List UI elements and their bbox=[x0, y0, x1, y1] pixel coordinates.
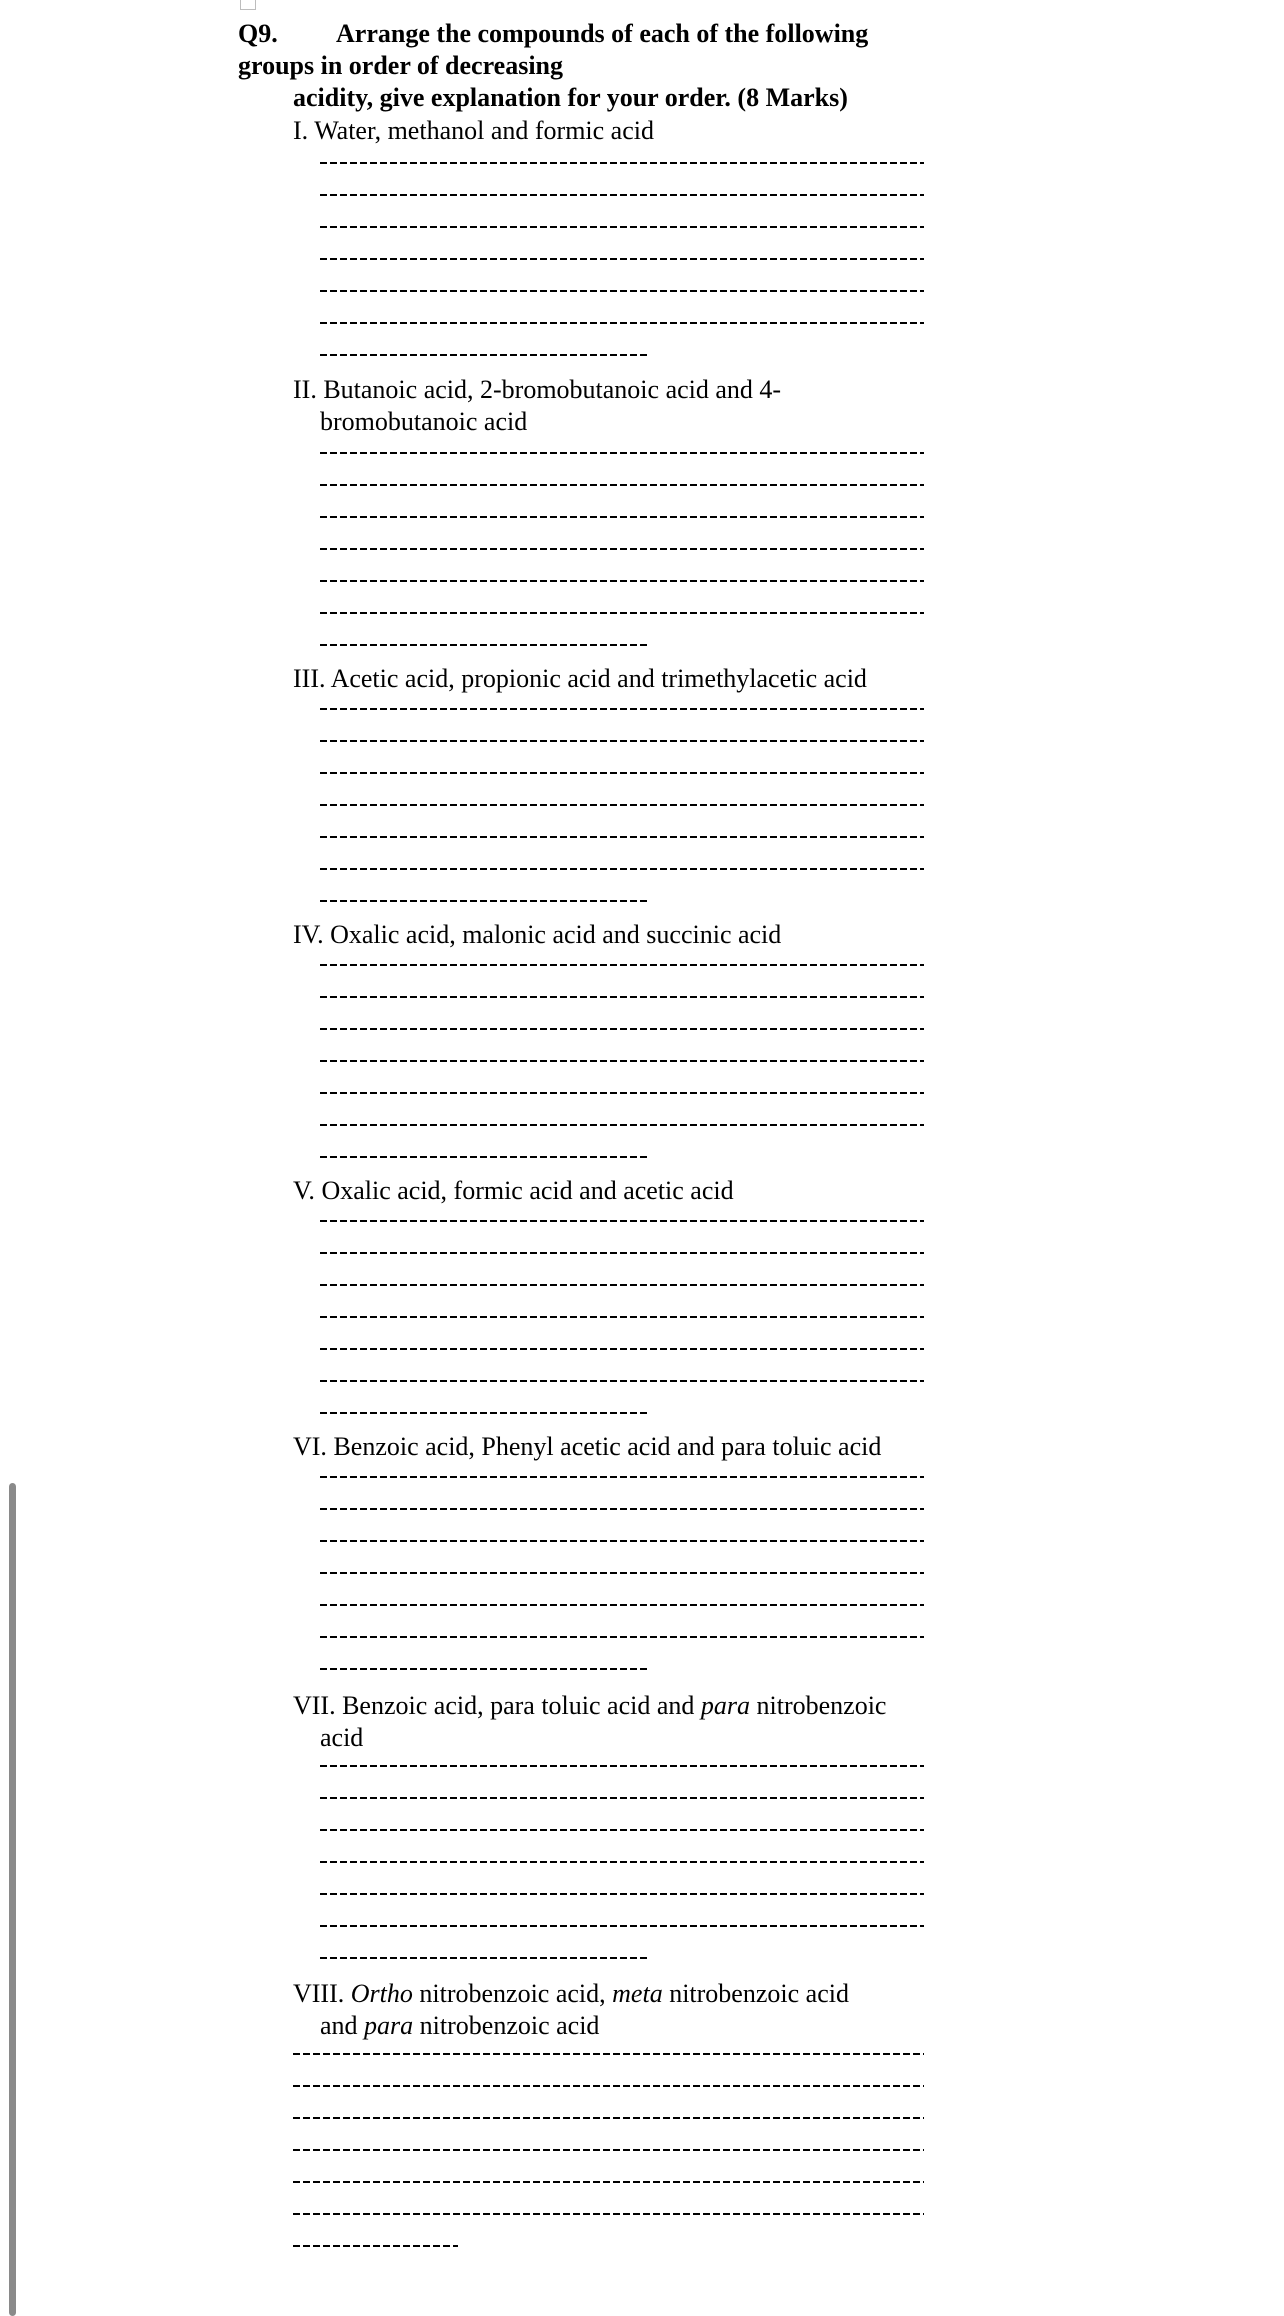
text-segment: Acetic acid, propionic acid and trimethylacetic acid bbox=[330, 664, 867, 693]
text-segment: bromobutanoic acid bbox=[320, 407, 528, 436]
answer-line[interactable] bbox=[320, 1893, 924, 1895]
answer-line[interactable] bbox=[320, 868, 924, 870]
answer-line[interactable] bbox=[320, 1124, 924, 1126]
part-title-continuation bbox=[320, 406, 527, 438]
italic-term: para bbox=[364, 2011, 414, 2040]
text-segment: Oxalic acid, formic acid and acetic acid bbox=[321, 1176, 734, 1205]
answer-line[interactable] bbox=[320, 484, 924, 486]
part-numeral: VII. bbox=[293, 1691, 336, 1720]
answer-line[interactable] bbox=[320, 1572, 924, 1574]
part-numeral: IV. bbox=[293, 920, 324, 949]
question-line-3: acidity, give explanation for your order. (8 Marks) bbox=[293, 83, 848, 112]
answer-line[interactable] bbox=[320, 322, 924, 324]
answer-line[interactable] bbox=[320, 1156, 648, 1158]
answer-line[interactable] bbox=[293, 2053, 924, 2055]
answer-line[interactable] bbox=[320, 452, 924, 454]
part-numeral: II. bbox=[293, 375, 317, 404]
answer-line[interactable] bbox=[320, 1797, 924, 1799]
part-title bbox=[293, 115, 654, 147]
answer-line[interactable] bbox=[320, 1284, 924, 1286]
answer-line[interactable] bbox=[320, 1540, 924, 1542]
text-segment: acid bbox=[320, 1723, 364, 1752]
answer-line[interactable] bbox=[320, 354, 648, 356]
answer-line[interactable] bbox=[293, 2117, 924, 2119]
part-numeral: I. bbox=[293, 116, 309, 145]
answer-line[interactable] bbox=[320, 804, 924, 806]
answer-line[interactable] bbox=[320, 580, 924, 582]
answer-line[interactable] bbox=[320, 1604, 924, 1606]
part-title bbox=[293, 1175, 734, 1207]
question-line-2: groups in order of decreasing bbox=[238, 51, 564, 80]
part-title bbox=[293, 919, 781, 951]
text-segment: nitrobenzoic bbox=[750, 1691, 887, 1720]
answer-line[interactable] bbox=[320, 964, 924, 966]
text-segment: Water, methanol and formic acid bbox=[314, 116, 654, 145]
answer-line[interactable] bbox=[320, 1957, 648, 1959]
text-segment: Oxalic acid, malonic acid and succinic acid bbox=[330, 920, 782, 949]
part-title bbox=[293, 1431, 881, 1463]
part-numeral: III. bbox=[293, 664, 326, 693]
answer-line[interactable] bbox=[320, 1348, 924, 1350]
answer-line[interactable] bbox=[320, 194, 924, 196]
part-numeral: VIII. bbox=[293, 1979, 345, 2008]
text-segment: Benzoic acid, para toluic acid and bbox=[342, 1691, 701, 1720]
answer-line[interactable] bbox=[320, 740, 924, 742]
answer-line[interactable] bbox=[320, 996, 924, 998]
answer-line[interactable] bbox=[320, 1925, 924, 1927]
question-number: Q9. bbox=[238, 19, 278, 48]
answer-line[interactable] bbox=[320, 290, 924, 292]
part-title bbox=[293, 1690, 886, 1722]
answer-line[interactable] bbox=[320, 1508, 924, 1510]
answer-line[interactable] bbox=[293, 2085, 924, 2087]
part-title bbox=[293, 1978, 849, 2010]
text-segment: nitrobenzoic acid bbox=[662, 1979, 849, 2008]
answer-line[interactable] bbox=[293, 2181, 924, 2183]
answer-line[interactable] bbox=[320, 1636, 924, 1638]
answer-line[interactable] bbox=[293, 2149, 924, 2151]
italic-term: Ortho bbox=[350, 1979, 413, 2008]
answer-line[interactable] bbox=[320, 1060, 924, 1062]
answer-line[interactable] bbox=[320, 548, 924, 550]
answer-line[interactable] bbox=[320, 708, 924, 710]
answer-line[interactable] bbox=[320, 226, 924, 228]
text-segment: and bbox=[320, 2011, 365, 2040]
answer-line[interactable] bbox=[320, 1765, 924, 1767]
part-title bbox=[293, 663, 867, 695]
answer-line[interactable] bbox=[320, 612, 924, 614]
answer-line[interactable] bbox=[320, 1380, 924, 1382]
answer-line[interactable] bbox=[320, 1476, 924, 1478]
italic-term: para bbox=[700, 1691, 751, 1720]
answer-line[interactable] bbox=[320, 1829, 924, 1831]
checkbox[interactable] bbox=[240, 0, 256, 10]
part-title-continuation bbox=[320, 2010, 599, 2042]
part-title bbox=[293, 374, 781, 406]
answer-line[interactable] bbox=[320, 162, 924, 164]
answer-line[interactable] bbox=[320, 1028, 924, 1030]
answer-line[interactable] bbox=[293, 2245, 458, 2247]
answer-line[interactable] bbox=[320, 1412, 648, 1414]
answer-line[interactable] bbox=[320, 1668, 648, 1670]
answer-line[interactable] bbox=[320, 258, 924, 260]
answer-line[interactable] bbox=[320, 1220, 924, 1222]
answer-line[interactable] bbox=[320, 1861, 924, 1863]
question-line-1: Arrange the compounds of each of the following bbox=[336, 19, 869, 48]
part-title-continuation bbox=[320, 1722, 363, 1754]
italic-term: meta bbox=[612, 1979, 663, 2008]
answer-line[interactable] bbox=[320, 1316, 924, 1318]
text-segment: Butanoic acid, 2-bromobutanoic acid and 4- bbox=[323, 375, 782, 404]
text-segment: nitrobenzoic acid bbox=[413, 2011, 600, 2040]
text-segment: Benzoic acid, Phenyl acetic acid and para toluic acid bbox=[333, 1432, 882, 1461]
part-numeral: VI. bbox=[293, 1432, 327, 1461]
answer-line[interactable] bbox=[320, 836, 924, 838]
answer-line[interactable] bbox=[293, 2213, 924, 2215]
answer-line[interactable] bbox=[320, 772, 924, 774]
text-segment: nitrobenzoic acid, bbox=[412, 1979, 613, 2008]
answer-line[interactable] bbox=[320, 1092, 924, 1094]
part-numeral: V. bbox=[293, 1176, 315, 1205]
answer-line[interactable] bbox=[320, 516, 924, 518]
answer-line[interactable] bbox=[320, 900, 648, 902]
answer-line[interactable] bbox=[320, 1252, 924, 1254]
answer-line[interactable] bbox=[320, 644, 648, 646]
vertical-scrollbar[interactable] bbox=[9, 1483, 16, 2316]
